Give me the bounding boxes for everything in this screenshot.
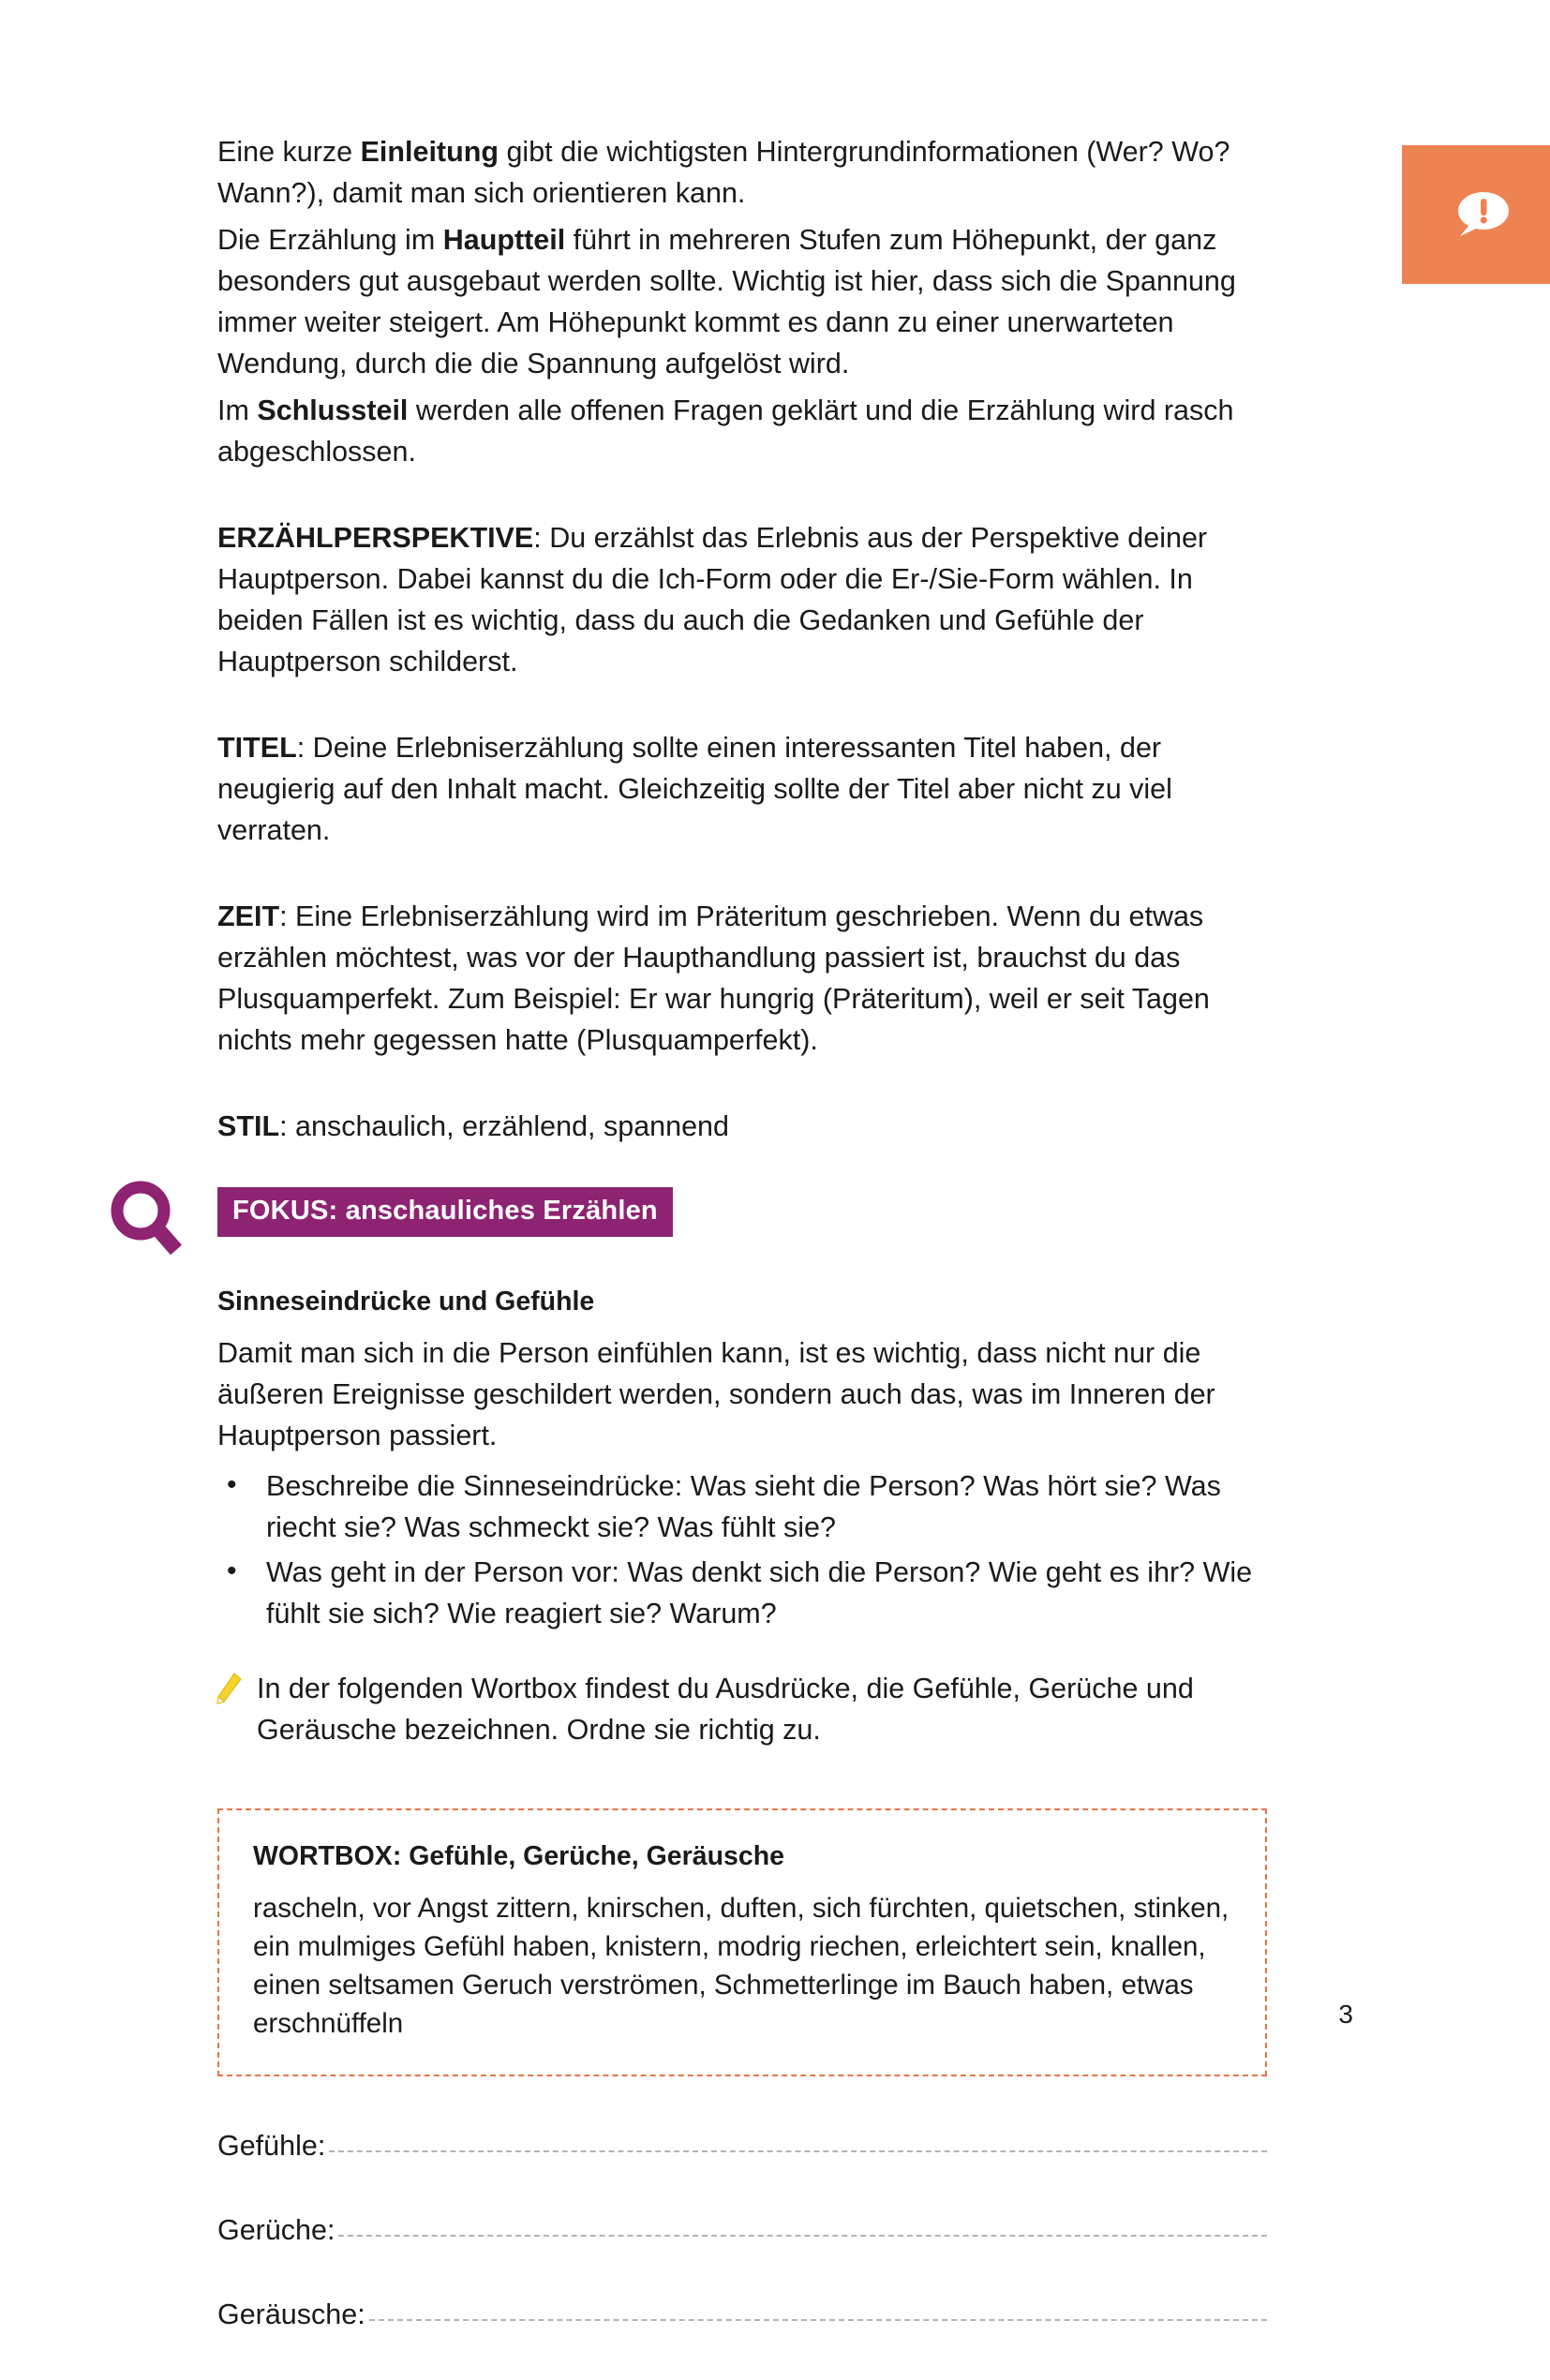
fokus-intro-text: Damit man sich in die Person einfühlen kann, ist es wichtig, dass nicht nur die äußeren Ereignisse geschildert werden, sondern auch das, was im Inneren der Hauptperson passiert. <box>217 1337 1215 1451</box>
list-item: • Was geht in der Person vor: Was denkt sich die Person? Wie geht es ihr? Wie fühlt sie sich? Wie reagiert sie? Warum? <box>217 1552 1267 1634</box>
intro-p2-pre: Die Erzählung im <box>217 224 443 256</box>
intro-p3-bold: Schlussteil <box>257 394 409 426</box>
aspect-label-stil: STIL <box>217 1110 280 1142</box>
aspect-sep-2: : <box>279 900 296 932</box>
task-instruction-text: In der folgenden Wortbox findest du Ausdrücke, die Gefühle, Gerüche und Geräusche bezeichnen. Ordne sie richtig zu. <box>257 1673 1194 1746</box>
intro-paragraph-einleitung <box>217 131 1267 214</box>
aspect-sep-1: : <box>296 732 313 764</box>
answer-label-gefuehle: Gefühle: <box>217 2130 326 2162</box>
aspect-label-erzaehlperspektive: ERZÄHLPERSPEKTIVE <box>217 522 534 554</box>
fokus-section-header <box>217 1175 1267 1248</box>
answer-label-geruche: Gerüche: <box>217 2214 335 2246</box>
aspect-label-zeit: ZEIT <box>217 900 280 932</box>
aspect-sep-0: : <box>533 522 550 554</box>
aspect-label-titel: TITEL <box>217 732 297 764</box>
aspect-erzaehlperspektive <box>217 517 1267 682</box>
intro-p1-post: gibt die wichtigsten Hintergrundinformationen (Wer? Wo? Wann?), damit man sich orientieren kann. <box>217 136 1230 209</box>
magnifier-icon <box>107 1179 187 1259</box>
speech-bubble-exclamation-icon <box>1453 187 1511 242</box>
intro-p2-post: führt in mehreren Stufen zum Höhepunkt, der ganz besonders gut ausgebaut werden sollte. Wichtig ist hier, dass sich die Spannung immer weiter steigert. Am Höhepunkt kommt es dann zu einer unerwarteten Wendung, durch die die Spannung aufgelöst wird. <box>217 224 1236 379</box>
wortbox-title: WORTBOX: Gefühle, Gerüche, Geräusche <box>253 1841 784 1871</box>
spacer <box>217 856 1267 896</box>
task-instruction-row <box>217 1668 1267 1750</box>
pencil-icon <box>214 1673 242 1704</box>
intro-p3-pre: Im <box>217 394 258 426</box>
answer-line-geruche[interactable] <box>217 2211 1267 2249</box>
intro-p2-bold: Hauptteil <box>442 224 566 256</box>
aspect-sep-3: : <box>279 1110 296 1142</box>
intro-p3-post: werden alle offenen Fragen geklärt und die Erzählung wird rasch abgeschlossen. <box>217 394 1234 468</box>
fokus-bullet-list <box>217 1465 1267 1634</box>
fokus-banner-label: FOKUS: anschauliches Erzählen <box>217 1187 673 1237</box>
aspect-text-zeit: Eine Erlebniserzählung wird im Präteritum geschrieben. Wenn du etwas erzählen möchtest, was vor der Haupthandlung passiert ist, brauchst du das Plusquamperfekt. Zum Beispiel: Er war hungrig (Präteritum), weil er seit Tagen nichts mehr gegessen hatte (Plusquamperfekt). <box>217 900 1210 1056</box>
intro-paragraph-schlussteil <box>217 390 1267 472</box>
fokus-subheading: Sinneseindrücke und Gefühle <box>217 1287 595 1316</box>
answer-line-gerausche[interactable] <box>217 2296 1267 2333</box>
aspect-text-stil: anschaulich, erzählend, spannend <box>295 1110 729 1142</box>
spacer <box>217 688 1267 727</box>
intro-paragraph-hauptteil <box>217 219 1267 384</box>
answer-input-gerausche[interactable] <box>369 2319 1267 2321</box>
main-content-column <box>217 131 1267 2380</box>
spacer <box>217 1066 1267 1106</box>
aspect-zeit <box>217 896 1267 1061</box>
list-item: • Beschreibe die Sinneseindrücke: Was sieht die Person? Was hört sie? Was riecht sie? Was schmeckt sie? Was fühlt sie? <box>217 1465 1267 1548</box>
aspect-titel <box>217 727 1267 851</box>
spacer <box>217 478 1267 517</box>
aspect-stil <box>217 1106 1267 1147</box>
answer-input-gefuehle[interactable] <box>329 2150 1267 2152</box>
page-number: 3 <box>1338 2000 1353 2029</box>
answer-input-geruche[interactable] <box>338 2235 1267 2237</box>
answer-line-gefuehle[interactable] <box>217 2127 1267 2164</box>
aspect-text-erzaehlperspektive: Du erzählst das Erlebnis aus der Perspektive deiner Hauptperson. Dabei kannst du die Ich-Form oder die Er-/Sie-Form wählen. In beiden Fällen ist es wichtig, dass du auch die Gedanken und Gefühle der Hauptperson schilderst. <box>217 522 1208 677</box>
intro-p1-pre: Eine kurze <box>217 136 361 168</box>
intro-p1-bold: Einleitung <box>360 136 499 168</box>
aspect-text-titel: Deine Erlebniserzählung sollte einen interessanten Titel haben, der neugierig auf den Inhalt macht. Gleichzeitig sollte der Titel aber nicht zu viel verraten. <box>217 732 1172 846</box>
answer-label-gerausche: Geräusche: <box>217 2298 365 2330</box>
wortbox-words: rascheln, vor Angst zittern, knirschen, duften, sich fürchten, quietschen, stinken, ein mulmiges Gefühl haben, knistern, modrig riechen, erleichtert sein, knallen, einen seltsamen Geruch verströmen, Schmetterlinge im Bauch haben, etwas erschnüffeln <box>253 1893 1230 2039</box>
marker-tab-info <box>1402 145 1550 284</box>
wortbox-panel <box>217 1808 1267 2076</box>
answer-lines-group <box>217 2127 1267 2333</box>
